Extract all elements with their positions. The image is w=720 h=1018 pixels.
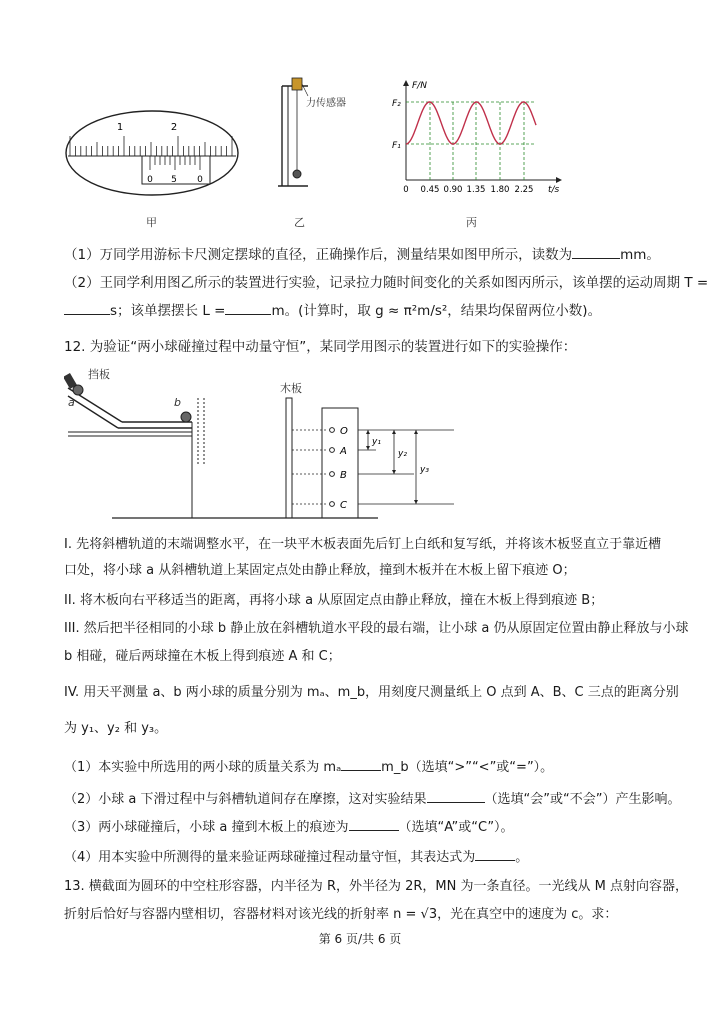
answer-blank-expression[interactable] (475, 848, 515, 861)
distance-y2: y₂ (398, 449, 407, 459)
q12-step3-line2: b 相碰，碰后两球撞在木板上得到痕迹 A 和 C； (64, 649, 341, 664)
point-C: C (340, 500, 347, 511)
answer-blank-period[interactable] (64, 302, 110, 315)
q12-step3-line1: III. 然后把半径相同的小球 b 静止放在斜槽轨道水平段的最右端，让小球 a 仍从原固定位置由静止释放与小球 (64, 621, 689, 636)
force-time-graph (386, 78, 566, 198)
q13-line2: 折射后恰好与容器内壁相切，容器材料对该光线的折射率 n = √3，光在真空中的速度为 c。求： (64, 907, 618, 922)
point-B: B (340, 470, 347, 481)
point-A: A (340, 446, 347, 457)
baffle-label: 挡板 (88, 368, 110, 381)
answer-blank-mark[interactable] (349, 818, 399, 831)
x-tick-180: 1.80 (490, 185, 510, 195)
q12-sub4: （4）用本实验中所测得的量来验证两球碰撞过程动量守恒，其表达式为 。 (64, 850, 529, 865)
vernier-label-5: 5 (171, 175, 177, 185)
force-curve (406, 102, 536, 144)
board-label: 木板 (280, 382, 302, 395)
answer-blank-length[interactable] (225, 302, 271, 315)
main-scale-label-2: 2 (170, 122, 178, 133)
vernier-label-10: 0 (197, 175, 203, 185)
x-tick-0: 0 (403, 185, 409, 195)
y-tick-F1: F₁ (392, 141, 401, 151)
q11-part2-line1: （2）王同学利用图乙所示的装置进行实验，记录拉力随时间变化的关系如图丙所示，该单摆的运动周期 T = (64, 275, 709, 291)
answer-blank-friction[interactable] (427, 790, 485, 803)
force-sensor-label: 力传感器 (306, 98, 346, 109)
q12-title: 12. 为验证“两小球碰撞过程中动量守恒”，某同学用图示的装置进行如下的实验操作： (64, 339, 577, 355)
x-tick-135: 1.35 (466, 185, 486, 195)
answer-blank-diameter[interactable] (572, 246, 620, 259)
y-axis-label: F/N (412, 81, 427, 91)
ball-b-label: b (174, 396, 181, 409)
q12-step1-line2: 口处，将小球 a 从斜槽轨道上某固定点处由静止释放，撞到木板并在木板上留下痕迹 O； (64, 563, 576, 578)
page-footer: 第 6 页/共 6 页 (318, 932, 402, 946)
q12-step4-line2: 为 y₁、y₂ 和 y₃。 (64, 721, 168, 736)
q12-sub3: （3）两小球碰撞后，小球 a 撞到木板上的痕迹为 （选填“A”或“C”）。 (64, 820, 514, 835)
x-tick-225: 2.25 (514, 185, 534, 195)
caption-bing: 丙 (466, 216, 477, 229)
q13-line1: 13. 横截面为圆环的中空柱形容器，内半径为 R，外半径为 2R，MN 为一条直径。一光线从 M 点射向容器， (64, 879, 688, 894)
caption-jia: 甲 (146, 216, 157, 229)
answer-blank-mass-relation[interactable] (341, 758, 381, 771)
main-scale-label-1: 1 (116, 122, 124, 133)
vernier-caliper-figure (62, 108, 242, 198)
distance-y1: y₁ (372, 437, 381, 447)
ball-a-label: a (68, 396, 75, 409)
collision-apparatus-figure (64, 364, 464, 524)
x-tick-045: 0.45 (420, 185, 440, 195)
q12-step1-line1: I. 先将斜槽轨道的末端调整水平，在一块平木板表面先后钉上白纸和复写纸，并将该木板竖直立于靠近槽 (64, 537, 662, 552)
q12-sub1: （1）本实验中所选用的两小球的质量关系为 mₐ m_b（选填“>”“<”或“=”）。 (64, 760, 554, 775)
x-tick-090: 0.90 (443, 185, 463, 195)
q12-step2: II. 将木板向右平移适当的距离，再将小球 a 从原固定点由静止释放，撞在木板上得到痕迹 B； (64, 593, 604, 608)
q11-part1: （1）万同学用游标卡尺测定摆球的直径，正确操作后，测量结果如图甲所示，读数为 mm。 (64, 247, 660, 263)
point-O: O (340, 426, 348, 437)
caption-yi: 乙 (294, 216, 305, 229)
q12-step4-line1: IV. 用天平测量 a、b 两小球的质量分别为 mₐ、m_b，用刻度尺测量纸上 O 点到 A、B、C 三点的距离分别 (64, 685, 679, 700)
x-axis-label: t/s (548, 185, 560, 195)
pendulum-figure (268, 74, 358, 194)
q11-part2-line2: s；该单摆摆长 L = m。(计算时，取 g ≈ π²m/s²，结果均保留两位小数)。 (64, 302, 601, 320)
vernier-label-0: 0 (147, 175, 153, 185)
q12-sub2: （2）小球 a 下滑过程中与斜槽轨道间存在摩擦，这对实验结果 （选填“会”或“不会”）产生影响。 (64, 792, 681, 807)
distance-y3: y₃ (420, 465, 429, 475)
y-tick-F2: F₂ (392, 99, 401, 109)
